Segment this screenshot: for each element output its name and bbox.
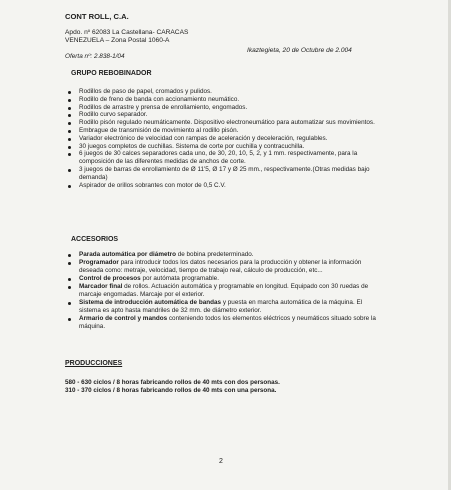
list-item (65, 315, 385, 331)
production-line-1: 580 - 630 ciclos / 8 horas fabricando rollos de 40 mts con dos personas. (65, 379, 280, 386)
item-text: conteniendo todos los elementos eléctricos y neumáticos situado sobre la máquina. (79, 315, 376, 331)
list-item (65, 251, 385, 259)
list-item: Rodillos de arrastre y prensa de enrollamiento, engomados. (65, 104, 385, 112)
place-date: Ikaztegieta, 20 de Octubre de 2.004 (247, 47, 352, 54)
list-item: Embrague de transmisión de movimiento al rodillo pisón. (65, 127, 385, 135)
list-item: Rodillos de paso de papel, cromados y pulidos. (65, 88, 385, 96)
list-item (65, 299, 385, 315)
item-bold: Programador (79, 259, 119, 267)
address-line-1: Apdo. nº 62083 La Castellana- CARACAS (65, 29, 189, 36)
list-item: Variador electrónico de velocidad con rampas de aceleración y deceleración, regulables. (65, 135, 385, 143)
list-item (65, 275, 385, 283)
accesorios-list (65, 251, 385, 331)
grupo-list (65, 88, 385, 189)
item-text: por autómata programable. (140, 275, 219, 283)
address-line-2: VENEZUELA – Zona Postal 1060-A (65, 37, 170, 44)
offer-number: Oferta nº: 2.838-1/04 (65, 53, 125, 60)
list-item: 6 juegos de 30 calces separadores cada uno, de 30, 20, 10, 5, 2, y 1 mm. respectivamente, para la composición de las diferentes medidas de anchos de corte. (65, 150, 385, 166)
page-number: 2 (219, 458, 223, 465)
section-title-grupo: GRUPO REBOBINADOR (71, 70, 152, 77)
item-bold: Control de procesos (79, 275, 141, 283)
item-text: y puesta en marcha automática de la máquina. El sistema es apto hasta mandriles de 32 mm. de diámetro exterior. (79, 299, 363, 315)
item-bold: Parada automática por diámetro (79, 251, 176, 258)
list-item: Aspirador de orillos sobrantes con motor de 0,5 C.V. (65, 182, 385, 190)
list-item: Rodillo curvo separador. (65, 111, 385, 119)
list-item (65, 283, 385, 299)
production-line-2: 310 - 370 ciclos / 8 horas fabricando rollos de 40 mts con una persona. (65, 387, 277, 394)
list-item: 30 juegos completos de cuchillas. Sistema de corte por cuchilla y contracuchilla. (65, 143, 385, 151)
list-item: 3 juegos de barras de enrollamiento de Ø 11'5, Ø 17 y Ø 25 mm., respectivamente.(Otras medidas bajo demanda) (65, 166, 385, 182)
item-text: de bobina predeterminado. (175, 251, 254, 258)
list-item: Rodillo de freno de banda con accionamiento neumático. (65, 96, 385, 104)
item-bold: Sistema de introducción automática de bandas (79, 299, 222, 307)
section-title-accesorios: ACCESORIOS (71, 236, 119, 243)
item-bold: Armario de control y mandos (79, 315, 168, 323)
list-item: Rodillo pisón regulado neumáticamente. Dispositivo electroneumático para automatizar sus movimientos. (65, 119, 385, 127)
item-bold: Marcador final (79, 283, 123, 291)
section-title-producciones: PRODUCCIONES (65, 360, 123, 367)
list-item (65, 259, 385, 275)
item-text: para introducir todos los datos necesarios para la producción y obtener la información deseada como: metraje, velocidad, tiempo de trabajo real, cálculo de producción, etc... (79, 259, 362, 274)
company-name: CONT ROLL, C.A. (65, 12, 129, 21)
item-text: de rollos. Actuación automática y programable en longitud. Equipado con 30 ruedas de marcaje engomadas. Marcaje por el exterior. (79, 283, 369, 299)
